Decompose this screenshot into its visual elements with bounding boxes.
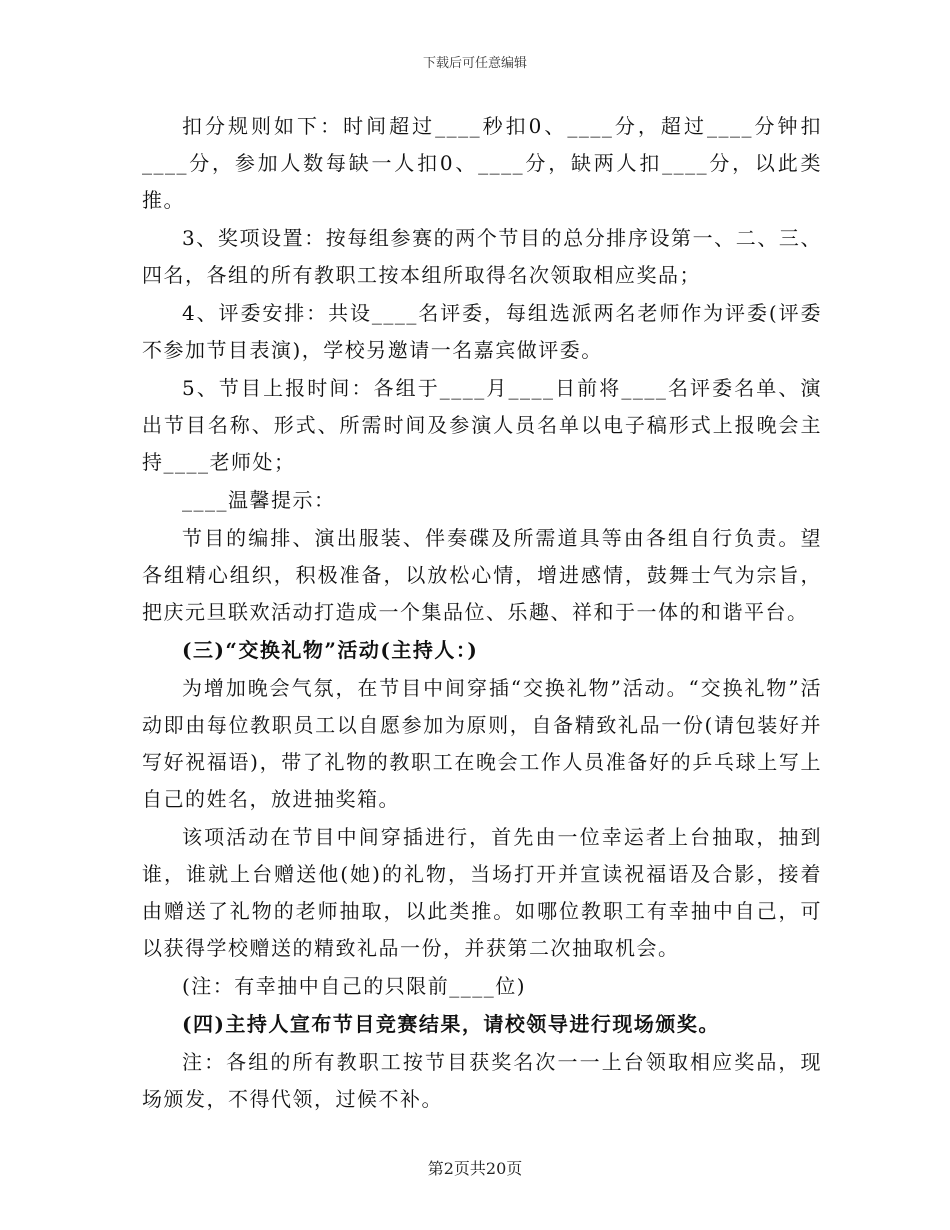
section-heading-gift-exchange: (三)“交换礼物”活动(主持人：) <box>182 638 479 662</box>
paragraph-tips-heading: ____温馨提示： <box>182 488 336 512</box>
section-heading-awards: (四)主持人宣布节目竞赛结果，请校领导进行现场颁奖。 <box>182 1012 720 1036</box>
paragraph-gift-exchange-process: 该项活动在节目中间穿插进行，首先由一位幸运者上台抽取，抽到谁，谁就上台赠送他(她)的礼物，当场打开并宣读祝福语及合影，接着由赠送了礼物的老师抽取，以此类推。如哪位教职工有幸抽中自己，可以获得学校赠送的精致礼品一份，并获第二次抽取机会。 <box>142 825 822 960</box>
paragraph-gift-exchange-intro: 为增加晚会气氛，在节目中间穿插“交换礼物”活动。“交换礼物”活动即由每位教职员工以自愿参加为原则，自备精致礼品一份(请包装好并写好祝福语)，带了礼物的教职工在晚会工作人员准备好的乒乓球上写上自己的姓名，放进抽奖箱。 <box>142 676 822 811</box>
paragraph-gift-exchange-note: (注：有幸抽中自己的只限前____位) <box>182 974 527 998</box>
paragraph-awards-note: 注：各组的所有教职工按节目获奖名次一一上台领取相应奖品，现场颁发，不得代领，过候不补。 <box>142 1050 822 1111</box>
paragraph-judges: 4、评委安排：共设____名评委，每组选派两名老师作为评委(评委不参加节目表演)，学校另邀请一名嘉宾做评委。 <box>142 301 822 362</box>
page-footer: 第2页共20页 <box>427 1159 523 1178</box>
page-header: 下载后可任意编辑 <box>422 56 527 71</box>
paragraph-submission-time: 5、节目上报时间：各组于____月____日前将____名评委名单、演出节目名称、形式、所需时间及参演人员名单以电子稿形式上报晚会主持____老师处； <box>142 376 822 474</box>
paragraph-award-settings: 3、奖项设置：按每组参赛的两个节目的总分排序设第一、二、三、四名，各组的所有教职工按本组所取得名次领取相应奖品； <box>142 226 822 287</box>
paragraph-tips-body: 节目的编排、演出服装、伴奏碟及所需道具等由各组自行负责。望各组精心组织，积极准备，以放松心情，增进感情，鼓舞士气为宗旨，把庆元旦联欢活动打造成一个集品位、乐趣、祥和于一体的和谐平台。 <box>142 526 822 624</box>
document-body <box>142 108 822 1118</box>
paragraph-scoring-rules: 扣分规则如下：时间超过____秒扣0、____分，超过____分钟扣____分，参加人数每缺一人扣0、____分，缺两人扣____分，以此类推。 <box>142 114 822 212</box>
